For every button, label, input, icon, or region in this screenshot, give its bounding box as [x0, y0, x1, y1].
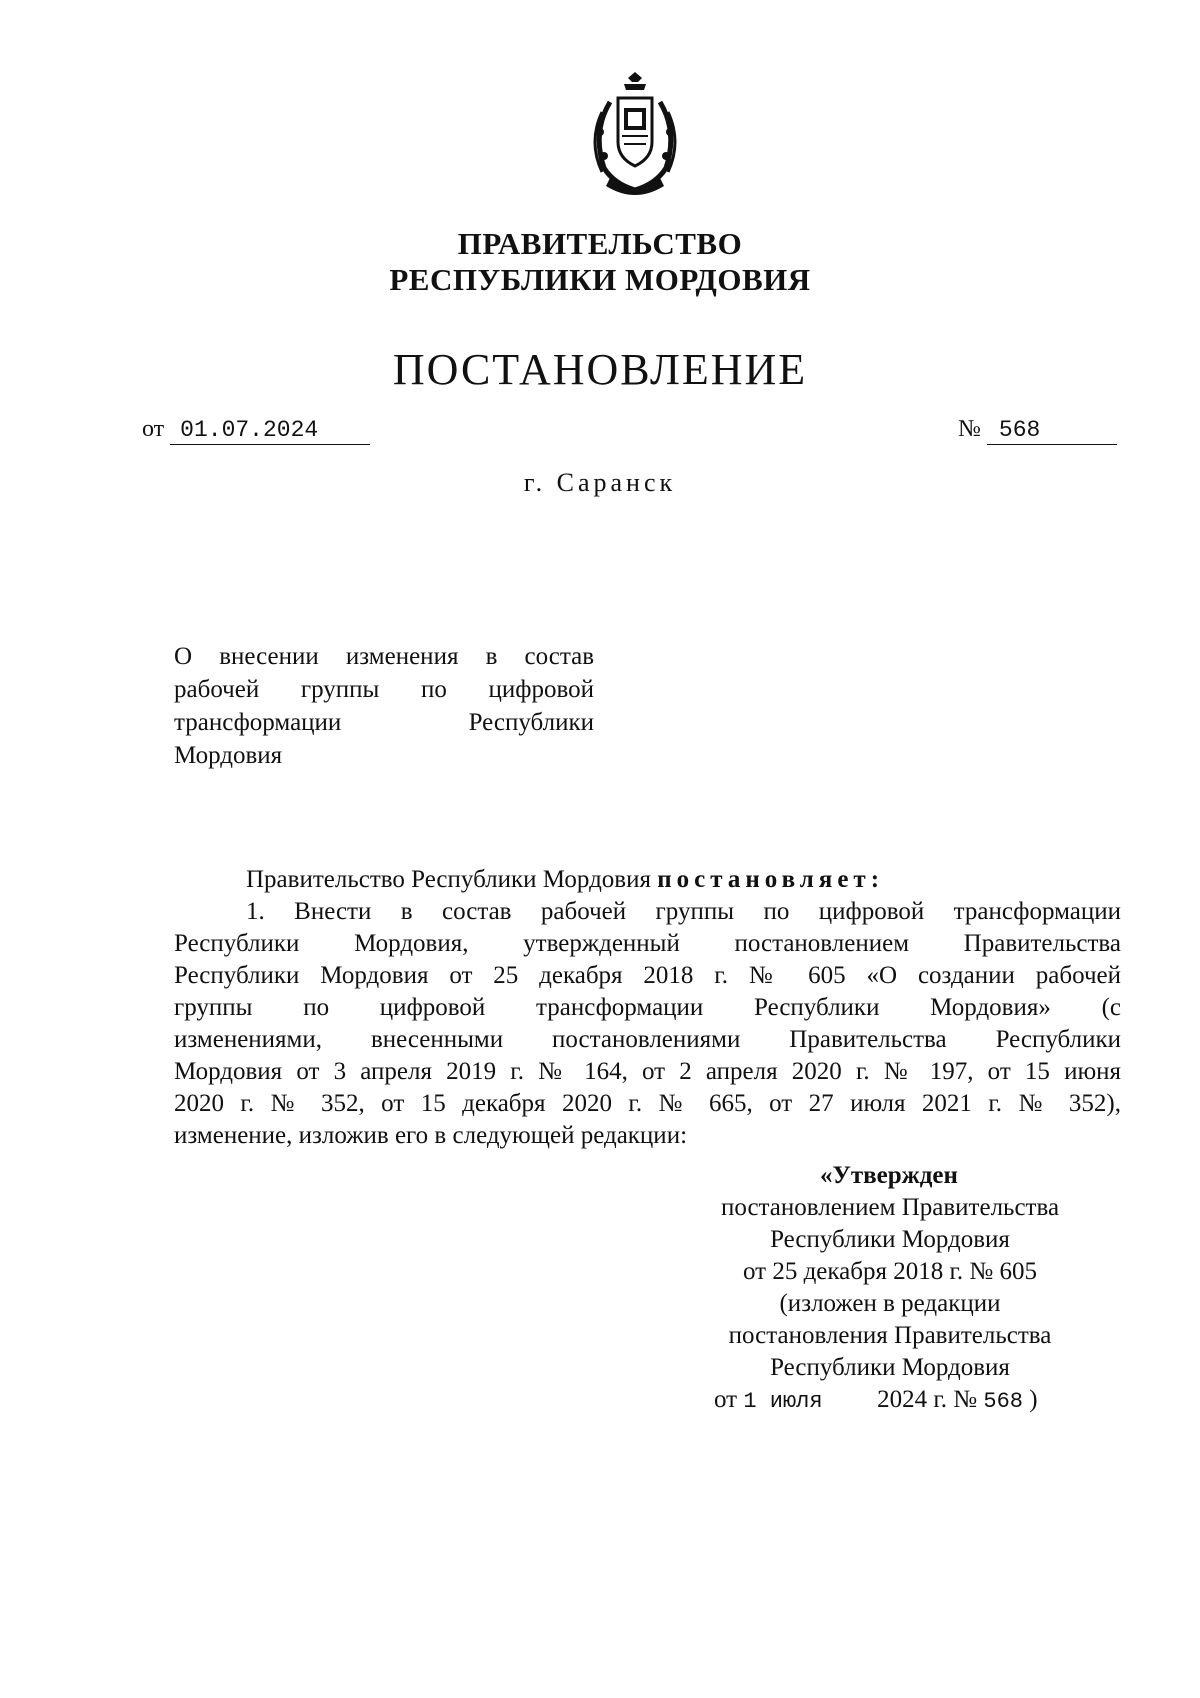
subject-line: О внесении изменения в состав: [174, 643, 594, 670]
paragraph-line: Мордовия от 3 апреля 2019 г. № 164, от 2 апреля 2020 г. № 197, от 15 июня: [174, 1058, 1121, 1085]
final-date: 1 июля: [743, 1389, 823, 1414]
subject-line: рабочей группы по цифровой: [174, 676, 594, 703]
paragraph-line: 1. Внести в состав рабочей группы по цифровой трансформации: [246, 898, 1121, 925]
approval-title: «Утвержден: [820, 1162, 958, 1189]
city: г. Саранск: [523, 468, 677, 497]
paragraph-line: 2020 г. № 352, от 15 декабря 2020 г. № 665, от 27 июля 2021 г. № 352),: [174, 1090, 1121, 1117]
approval-line: Республики Мордовия: [770, 1226, 1010, 1253]
approval-final-line: [680, 1384, 1100, 1416]
document-date-line: [142, 416, 370, 445]
document-number-line: [958, 416, 1117, 445]
paragraph-line: Республики Мордовия от 25 декабря 2018 г. № 605 «О создании рабочей: [174, 962, 1121, 989]
approval-line: от 25 декабря 2018 г. № 605: [742, 1258, 1038, 1285]
final-prefix: от: [714, 1386, 738, 1413]
date-prefix: от: [142, 416, 165, 442]
organization-name-line2: РЕСПУБЛИКИ МОРДОВИЯ: [389, 262, 811, 297]
approval-line: постановления Правительства: [728, 1322, 1052, 1349]
coat-of-arms-of-mordovia-icon: [580, 72, 690, 202]
intro-emphasis: постановляет:: [657, 866, 885, 893]
organization-name-line1: ПРАВИТЕЛЬСТВО: [457, 226, 743, 261]
final-number: 568: [983, 1389, 1023, 1414]
paragraph-line: изменение, изложив его в следующей редакции:: [174, 1122, 688, 1149]
approval-line: постановлением Правительства: [720, 1194, 1060, 1221]
paragraph-line: группы по цифровой трансформации Республики Мордовия» (с: [174, 994, 1121, 1021]
paragraph-line: Республики Мордовия, утвержденный постановлением Правительства: [174, 930, 1121, 957]
document-date: 01.07.2024: [170, 416, 370, 445]
paragraph-line: изменениями, внесенными постановлениями Правительства Республики: [174, 1026, 1121, 1053]
final-suffix: ): [1029, 1386, 1038, 1413]
final-middle: 2024 г. №: [877, 1386, 978, 1413]
number-prefix: №: [958, 416, 981, 442]
resolution-intro: [174, 864, 1193, 896]
subject-line: трансформации Республики: [174, 709, 594, 736]
approval-line: Республики Мордовия: [770, 1354, 1010, 1381]
subject-line: Мордовия: [174, 742, 283, 769]
document-subject: [174, 640, 594, 772]
document-type: ПОСТАНОВЛЕНИЕ: [392, 345, 808, 394]
approval-stamp-block: [680, 1160, 1100, 1416]
document-number: 568: [987, 416, 1117, 445]
approval-line: (изложен в редакции: [779, 1290, 1001, 1317]
paragraph-1: [174, 896, 1121, 1152]
intro-text: Правительство Республики Мордовия: [246, 866, 658, 893]
